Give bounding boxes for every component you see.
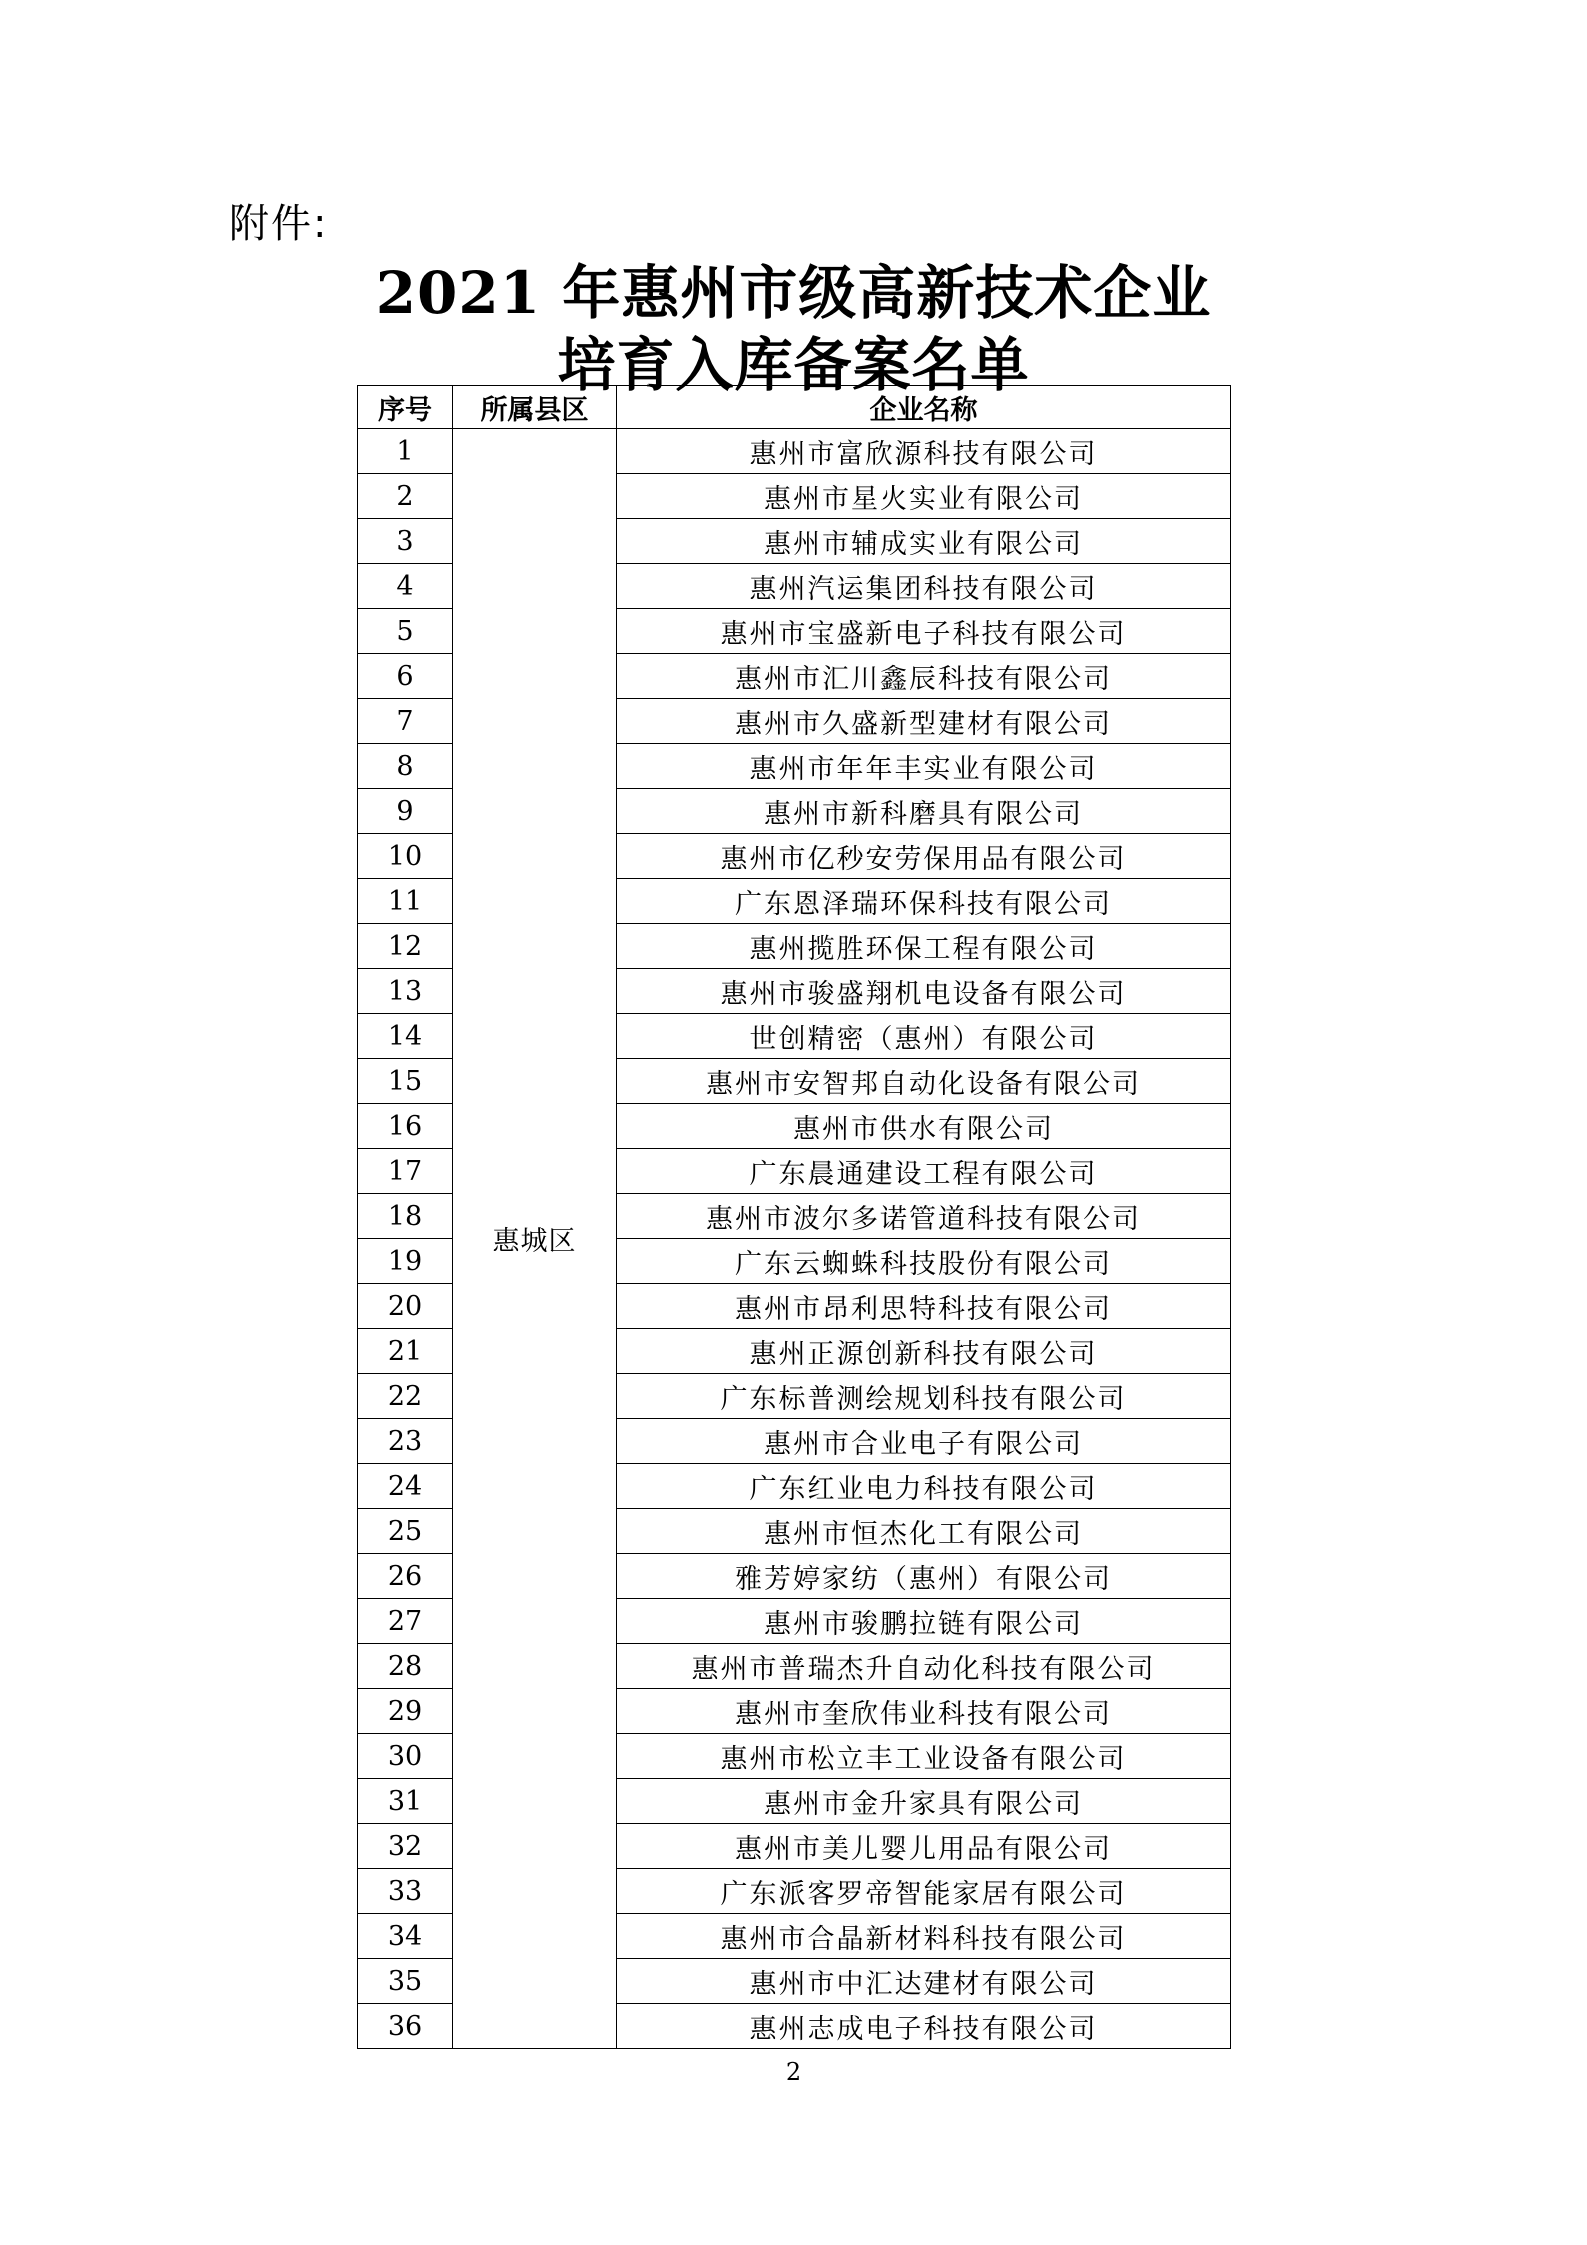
- row-serial-number: 11: [358, 879, 453, 924]
- row-enterprise-name: 惠州市年年丰实业有限公司: [617, 744, 1231, 789]
- header-district: 所属县区: [453, 386, 617, 429]
- row-serial-number: 26: [358, 1554, 453, 1599]
- row-enterprise-name: 广东派客罗帝智能家居有限公司: [617, 1869, 1231, 1914]
- row-enterprise-name: 惠州市中汇达建材有限公司: [617, 1959, 1231, 2004]
- header-serial-number: 序号: [358, 386, 453, 429]
- row-enterprise-name: 惠州市普瑞杰升自动化科技有限公司: [617, 1644, 1231, 1689]
- row-enterprise-name: 惠州揽胜环保工程有限公司: [617, 924, 1231, 969]
- row-enterprise-name: 惠州市合晶新材料科技有限公司: [617, 1914, 1231, 1959]
- row-enterprise-name: 惠州市安智邦自动化设备有限公司: [617, 1059, 1231, 1104]
- row-enterprise-name: 惠州市波尔多诺管道科技有限公司: [617, 1194, 1231, 1239]
- row-serial-number: 12: [358, 924, 453, 969]
- row-enterprise-name: 惠州市宝盛新电子科技有限公司: [617, 609, 1231, 654]
- row-enterprise-name: 广东标普测绘规划科技有限公司: [617, 1374, 1231, 1419]
- row-enterprise-name: 惠州市骏盛翔机电设备有限公司: [617, 969, 1231, 1014]
- row-enterprise-name: 广东恩泽瑞环保科技有限公司: [617, 879, 1231, 924]
- row-serial-number: 6: [358, 654, 453, 699]
- row-enterprise-name: 惠州市昂利思特科技有限公司: [617, 1284, 1231, 1329]
- row-serial-number: 14: [358, 1014, 453, 1059]
- row-serial-number: 29: [358, 1689, 453, 1734]
- row-enterprise-name: 惠州市星火实业有限公司: [617, 474, 1231, 519]
- row-serial-number: 35: [358, 1959, 453, 2004]
- row-serial-number: 25: [358, 1509, 453, 1554]
- row-serial-number: 10: [358, 834, 453, 879]
- row-serial-number: 28: [358, 1644, 453, 1689]
- enterprise-list-table: [357, 385, 1231, 2049]
- row-enterprise-name: 惠州汽运集团科技有限公司: [617, 564, 1231, 609]
- row-serial-number: 3: [358, 519, 453, 564]
- document-title-line-2: 培育入库备案名单: [557, 331, 1030, 399]
- row-serial-number: 2: [358, 474, 453, 519]
- page-number: 2: [785, 2058, 802, 2086]
- document-title-line-1: 2021 年惠州市级高新技术企业: [375, 259, 1212, 327]
- row-enterprise-name: 世创精密（惠州）有限公司: [617, 1014, 1231, 1059]
- row-enterprise-name: 惠州市奎欣伟业科技有限公司: [617, 1689, 1231, 1734]
- row-serial-number: 34: [358, 1914, 453, 1959]
- row-enterprise-name: 雅芳婷家纺（惠州）有限公司: [617, 1554, 1231, 1599]
- row-enterprise-name: 惠州市合业电子有限公司: [617, 1419, 1231, 1464]
- row-serial-number: 31: [358, 1779, 453, 1824]
- row-enterprise-name: 惠州市恒杰化工有限公司: [617, 1509, 1231, 1554]
- row-serial-number: 7: [358, 699, 453, 744]
- row-serial-number: 22: [358, 1374, 453, 1419]
- row-serial-number: 5: [358, 609, 453, 654]
- row-enterprise-name: 广东晨通建设工程有限公司: [617, 1149, 1231, 1194]
- row-enterprise-name: 惠州市供水有限公司: [617, 1104, 1231, 1149]
- row-serial-number: 36: [358, 2004, 453, 2049]
- row-enterprise-name: 惠州市汇川鑫辰科技有限公司: [617, 654, 1231, 699]
- row-serial-number: 20: [358, 1284, 453, 1329]
- attachment-label: 附件:: [229, 201, 329, 247]
- district-cell: 惠城区: [453, 429, 617, 2049]
- row-enterprise-name: 广东云蜘蛛科技股份有限公司: [617, 1239, 1231, 1284]
- row-serial-number: 13: [358, 969, 453, 1014]
- row-serial-number: 16: [358, 1104, 453, 1149]
- row-enterprise-name: 惠州市亿秒安劳保用品有限公司: [617, 834, 1231, 879]
- row-enterprise-name: 惠州市新科磨具有限公司: [617, 789, 1231, 834]
- row-serial-number: 24: [358, 1464, 453, 1509]
- row-enterprise-name: 惠州市金升家具有限公司: [617, 1779, 1231, 1824]
- table-header-row: [358, 386, 1231, 429]
- row-serial-number: 27: [358, 1599, 453, 1644]
- row-serial-number: 21: [358, 1329, 453, 1374]
- row-serial-number: 1: [358, 429, 453, 474]
- row-serial-number: 30: [358, 1734, 453, 1779]
- row-enterprise-name: 惠州志成电子科技有限公司: [617, 2004, 1231, 2049]
- table-body: [358, 429, 1231, 2049]
- row-enterprise-name: 惠州市久盛新型建材有限公司: [617, 699, 1231, 744]
- row-enterprise-name: 惠州正源创新科技有限公司: [617, 1329, 1231, 1374]
- row-serial-number: 19: [358, 1239, 453, 1284]
- header-enterprise-name: 企业名称: [617, 386, 1231, 429]
- row-serial-number: 8: [358, 744, 453, 789]
- row-serial-number: 15: [358, 1059, 453, 1104]
- row-enterprise-name: 惠州市松立丰工业设备有限公司: [617, 1734, 1231, 1779]
- row-enterprise-name: 惠州市辅成实业有限公司: [617, 519, 1231, 564]
- table-row: [358, 429, 1231, 474]
- row-serial-number: 4: [358, 564, 453, 609]
- row-enterprise-name: 惠州市骏鹏拉链有限公司: [617, 1599, 1231, 1644]
- row-serial-number: 17: [358, 1149, 453, 1194]
- row-enterprise-name: 广东红业电力科技有限公司: [617, 1464, 1231, 1509]
- row-serial-number: 18: [358, 1194, 453, 1239]
- row-enterprise-name: 惠州市美儿婴儿用品有限公司: [617, 1824, 1231, 1869]
- row-serial-number: 23: [358, 1419, 453, 1464]
- row-serial-number: 32: [358, 1824, 453, 1869]
- row-serial-number: 33: [358, 1869, 453, 1914]
- row-enterprise-name: 惠州市富欣源科技有限公司: [617, 429, 1231, 474]
- row-serial-number: 9: [358, 789, 453, 834]
